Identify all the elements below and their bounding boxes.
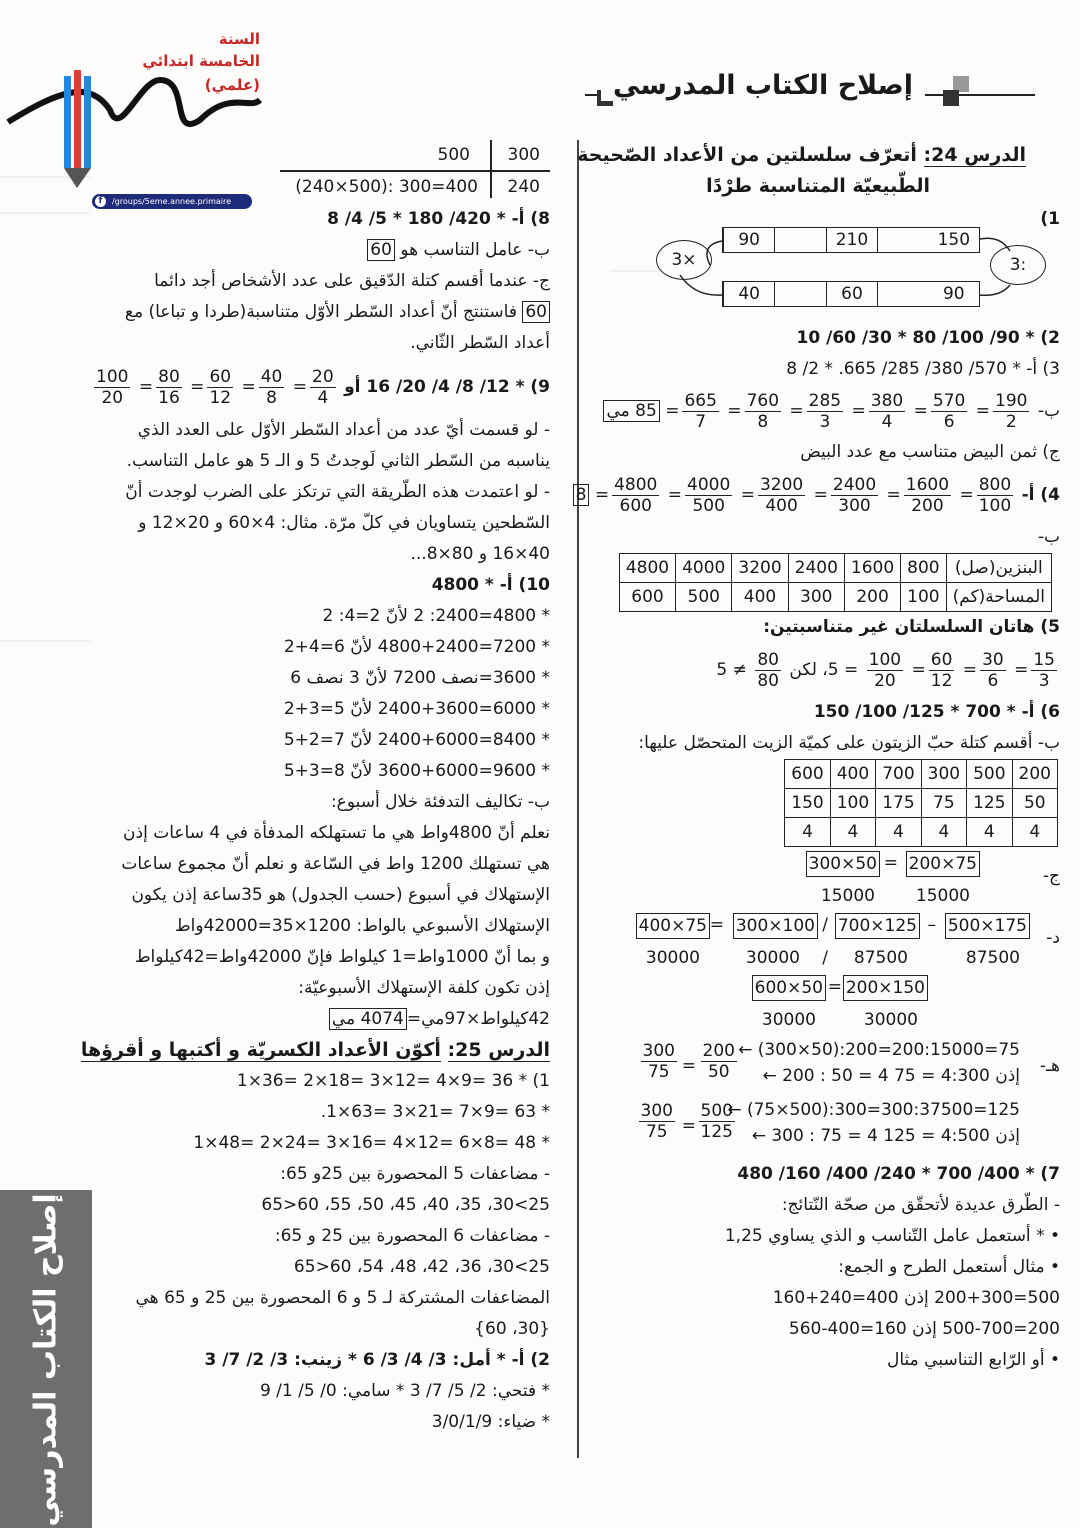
table-cell: 125 xyxy=(967,789,1012,818)
fraction-part: 200 xyxy=(702,1041,735,1061)
q6c-label: ج- xyxy=(1042,866,1060,886)
chain-arrows xyxy=(600,235,1060,323)
fraction xyxy=(639,1101,675,1142)
q8b-text: ب- عامل التناسب هو xyxy=(400,240,550,260)
l25-line: - مضاعفات 6 المحصورة بين 25 و 65: xyxy=(274,1226,550,1246)
q7a-line: - الطّرق عديدة لأتحقّق من صحّة النّتائج: xyxy=(781,1195,1060,1215)
table-cell: المساحة(كم) xyxy=(946,583,1051,612)
q9b-line: يناسبه من السّطر الثاني لَوجدتُ 5 و الـ 5 هو عامل التناسب. xyxy=(126,451,550,471)
q6c-box: 75×200 xyxy=(906,851,980,877)
fraction-part: 16 xyxy=(158,387,180,408)
brand-line-2: الخامسة ابتدائي xyxy=(142,52,260,70)
table-cell: 4 xyxy=(1012,818,1057,847)
q4b-label: ب- xyxy=(1037,527,1060,547)
q6-table xyxy=(784,759,1058,847)
fraction-part: 4800 xyxy=(614,474,658,495)
fraction xyxy=(1031,650,1057,691)
q2-line: 2) * 90/ 100/ 80 * 30/ 60/ 10 xyxy=(796,328,1060,348)
l25-line: - مضاعفات 5 المحصورة بين 25و 65: xyxy=(280,1164,550,1184)
fraction-part: 8 xyxy=(757,411,769,432)
q9d-line: السّطحين يتساويان في كلّ مرّة. مثال: 4×60 و 20×12 و xyxy=(138,513,550,533)
fraction xyxy=(807,391,843,432)
l25-line: المضاعفات المشتركة لـ 5 و 6 المحصورة بين 25 و 65 هي xyxy=(135,1288,550,1308)
right-column xyxy=(575,140,1060,1430)
q10-line: * 3600=نصف 7200 لأنّ 3 نصف 6 xyxy=(290,668,550,688)
l25-line: * 48 =8×6 =12×4 =16×3 =24×2 =48×1 xyxy=(193,1133,550,1153)
table-cell: 400 xyxy=(732,583,788,612)
table-row xyxy=(619,583,1051,612)
table-cell: 150 xyxy=(785,789,830,818)
l25-line: 25>30، 36، 42، 48، 54، 60<65 xyxy=(293,1257,550,1277)
chain-top-cell: 210 xyxy=(826,228,877,252)
q10h-line: إذن تكون كلفة الإستهلاك الأسبوعيّة: xyxy=(298,978,550,998)
chain-bottom-cell: 40 xyxy=(723,282,774,306)
table-cell: 1600 xyxy=(844,554,900,583)
fraction-part: 100 xyxy=(978,495,1012,516)
q10a-line: 10) أ- * 4800 xyxy=(431,575,550,595)
q6c-block: ج- 75×200 = 50×300 15000 15000 xyxy=(600,851,1060,913)
fraction xyxy=(310,367,336,408)
q10-line: * 6000=2400+3600 لأنّ 5=3+2 xyxy=(283,699,550,719)
times-3-oval: ×3 xyxy=(656,240,712,280)
fraction-part: 570 xyxy=(932,390,966,411)
q8c-line-1: ج- عندما أقسم كتلة الدّقيق على عدد الأشخاص أجد دائما xyxy=(154,271,550,291)
q6d2-box: 150×200 xyxy=(843,975,928,1001)
q7f-line: • أو الرّابع التناسبي مثال xyxy=(886,1350,1060,1370)
fraction-part: 3200 xyxy=(759,474,804,495)
fraction-part: 100 xyxy=(868,649,902,670)
q6c-product: 15000 xyxy=(915,886,970,906)
table-cell: 600 xyxy=(619,583,675,612)
table-cell: البنزين(صل) xyxy=(946,554,1051,583)
q5-fractions: $\frac{15}{3}$ = $\frac{30}{6}$ = $\frac{60}{12}$ = $\frac{100}{20}$ = 5، لكن $\frac{80}{80}$ ≠ 5 xyxy=(716,649,1055,691)
brand-line-3: (علمي) xyxy=(204,76,260,94)
fraction xyxy=(977,475,1013,516)
fraction xyxy=(867,650,903,691)
q6b-line: ب- أقسم كتلة حبّ الزيتون على كميّة الزيت المتحصّل عليها: xyxy=(638,733,1060,753)
q6d-product: 30000 xyxy=(645,948,700,968)
fraction xyxy=(699,1101,735,1142)
table-cell: 700 xyxy=(876,760,921,789)
q10i-result: 4074 مي xyxy=(329,1008,407,1030)
fraction-part: 15 xyxy=(1033,649,1055,670)
q6d-box: 100×300 xyxy=(733,913,818,939)
fraction-part: 40 xyxy=(260,366,283,387)
q6d2-product: 30000 xyxy=(863,1010,918,1030)
fraction-part: 80 xyxy=(757,649,779,670)
fraction-part: 20 xyxy=(312,366,334,387)
fraction-part: 7 xyxy=(695,411,707,432)
table-row xyxy=(619,554,1051,583)
table-row xyxy=(785,760,1058,789)
q6d-box: 125×700 xyxy=(835,913,920,939)
fraction xyxy=(612,475,659,516)
side-tab-label: إصلاح الكتاب المدرسي xyxy=(28,1193,64,1527)
fraction xyxy=(993,391,1029,432)
fraction-part: 2400 xyxy=(832,474,877,495)
q1-chain-diagram xyxy=(600,230,1060,323)
fraction xyxy=(641,1041,677,1082)
fraction-part: 665 xyxy=(684,390,717,411)
l25-line: 25>30، 35، 40، 45، 50، 55، 60<65 xyxy=(261,1195,550,1215)
fraction-part: 4 xyxy=(881,411,893,432)
l25-line: * ضياء: 3/0/1/9 xyxy=(431,1412,550,1432)
fraction-part: 500 xyxy=(700,1101,733,1121)
lesson-25-title: أكوّن الأعداد الكسريّة و أكتبها و أقرؤها xyxy=(80,1039,441,1061)
q10b-line: ب- تكاليف التدفئة خلال أسبوع: xyxy=(330,792,550,812)
q6h1b-line: إذن 4:300 = 75 4 = 50 : 200 ← xyxy=(762,1066,1020,1086)
q10f-line: الإستهلاك الأسبوعي بالواط: 1200×35=42000واط xyxy=(174,916,550,936)
q6d-box: 175×500 xyxy=(945,913,1030,939)
divide-3-oval: :3 xyxy=(990,245,1046,285)
table-row xyxy=(785,818,1058,847)
fraction xyxy=(758,475,805,516)
table-cell: 200 xyxy=(1012,760,1057,789)
fraction-part: 3 xyxy=(819,411,831,432)
q9e-line: 40×16 و 80×8... xyxy=(410,544,550,564)
fraction-part: 190 xyxy=(995,390,1028,411)
fraction-part: 80 xyxy=(757,670,779,691)
table-cell: 75 xyxy=(921,789,966,818)
fraction xyxy=(831,475,878,516)
fraction xyxy=(259,367,285,408)
table-cell: 4 xyxy=(876,818,921,847)
fraction-part: 50 xyxy=(707,1062,730,1082)
l25-line: * فتحي: 2/ 5/ 7/ 3 * سامي: 0/ 5/ 1/ 9 xyxy=(259,1381,550,1401)
lesson-24-title: أتعرّف سلسلتين من الأعداد الصّحيحة xyxy=(577,144,917,166)
chain-bottom-cell: 90 xyxy=(942,284,965,304)
q7-line: 7) * 400/ 700 * 240/ 400/ 160/ 480 xyxy=(737,1164,1060,1184)
q3c-line: ج) ثمن البيض متناسب مع عدد البيض xyxy=(800,442,1060,462)
table-cell: 2400 xyxy=(788,554,844,583)
q6h2b-line: إذن 4:500 = 125 4 = 75 : 300 ← xyxy=(751,1126,1020,1146)
lesson-24-label: الدرس 24: xyxy=(923,144,1026,166)
q6d2-block: 150×200 = 50×600 30000 30000 xyxy=(600,975,1060,1037)
left-column xyxy=(80,140,550,1450)
fraction xyxy=(207,367,233,408)
ratio-cell: 300 xyxy=(507,145,540,165)
fraction xyxy=(156,367,182,408)
fraction-part: 285 xyxy=(808,390,842,411)
brand-line-1: السنة xyxy=(218,30,260,48)
fraction-part: 3 xyxy=(1038,670,1050,691)
fraction xyxy=(980,650,1006,691)
q6c-product: 15000 xyxy=(820,886,875,906)
fraction-part: 6 xyxy=(987,670,999,691)
q6d2-product: 30000 xyxy=(761,1010,816,1030)
q6h-block-1: هـ- 75=200:15000=200:(50×300) ← إذن 4:300 = 75 4 = 50 : 200 ← 200 50 = 300 75 xyxy=(600,1037,1060,1097)
q8c-line-3: أعداد السّطر الثّاني. xyxy=(410,333,550,353)
q7b-line: • * أستعمل عامل التّناسب و الذي يساوي 1,25 xyxy=(724,1226,1060,1246)
q1-label: 1) xyxy=(1040,209,1060,229)
table-row xyxy=(785,789,1058,818)
q9a-line: - لو قسمت أيّ عدد من أعداد السّطر الأوّل على العدد الذي xyxy=(137,420,550,440)
q10-line: * 4800=2400: 2 لأنّ 2=4: 2 xyxy=(322,606,550,626)
table-cell: 50 xyxy=(1012,789,1057,818)
header-ornament-right-2 xyxy=(943,90,959,106)
q10e-line: الإستهلاك في أسبوع (حسب الجدول) هو 35ساعة إذن يكون xyxy=(131,885,550,905)
q6h-label: هـ- xyxy=(1039,1056,1060,1076)
q10-line: * 9600=3600+6000 لأنّ 8=3+5 xyxy=(283,761,550,781)
fraction xyxy=(701,1041,737,1082)
q10-line: * 8400=2400+6000 لأنّ 7=2+5 xyxy=(283,730,550,750)
fraction xyxy=(929,650,955,691)
table-cell: 4 xyxy=(830,818,875,847)
fraction-part: 4000 xyxy=(687,474,731,495)
q5-line: 5) هاتان السلسلتان غير متناسبتين: xyxy=(763,617,1060,637)
q7c-line: • مثال أستعمل الطرح و الجمع: xyxy=(838,1257,1060,1277)
q3a-line: 3) أ- * 570/ 380/ 285/ 665. * 2/ 8 xyxy=(786,359,1060,379)
fraction xyxy=(869,391,905,432)
q3b-result: 85 مي xyxy=(603,400,659,422)
fraction-part: 760 xyxy=(746,390,780,411)
q4-table xyxy=(619,553,1052,612)
side-tab xyxy=(0,1190,92,1528)
fraction xyxy=(745,391,781,432)
l25-line: {30، 60} xyxy=(474,1319,550,1339)
table-cell: 100 xyxy=(830,789,875,818)
fraction-part: 300 xyxy=(838,495,871,516)
q6h1-line: 75=200:15000=200:(50×300) ← xyxy=(738,1040,1020,1060)
fraction-part: 30 xyxy=(982,649,1004,670)
fraction-part: 12 xyxy=(930,670,953,691)
fraction-part: 600 xyxy=(619,495,652,516)
chain-top-cell: 150 xyxy=(937,230,971,250)
fraction-part: 300 xyxy=(642,1041,675,1061)
table-cell: 500 xyxy=(967,760,1012,789)
q7d-line: 500=200+300 إذن 400=240+160 xyxy=(772,1288,1060,1308)
fraction-part: 300 xyxy=(640,1101,673,1121)
q6h2-line: 125=300:37500=300:(500×75) ← xyxy=(727,1100,1020,1120)
table-cell: 400 xyxy=(830,760,875,789)
fraction-part: 4 xyxy=(317,387,329,408)
l25-line: 2) أ- * أمل: 3/ 4/ 3/ 6 * زينب: 3/ 2/ 7/ 3 xyxy=(204,1350,550,1370)
q9c-line: - لو اعتمدت هذه الطّريقة التي ترتكز على الضرب لوجدت أنّ xyxy=(125,482,550,502)
q8b-value: 60 xyxy=(367,239,395,261)
q7e-line: 200=500-700 إذن 160=400-560 xyxy=(788,1319,1060,1339)
fraction xyxy=(931,391,967,432)
table-cell: 3200 xyxy=(732,554,788,583)
q4a-label: 4) أ- xyxy=(1021,485,1060,505)
q6d-box: 75×400 xyxy=(636,913,710,939)
fraction-part: 1600 xyxy=(905,474,950,495)
q6h-block-2: 125=300:37500=300:(500×75) ← إذن 4:500 = 125 4 = 75 : 300 ← 500 125 = 300 75 xyxy=(600,1097,1060,1159)
q3b-label: ب- xyxy=(1037,401,1060,421)
fraction-part: 75 xyxy=(645,1122,668,1142)
fraction-part: 6 xyxy=(943,411,955,432)
l25-line: * 63 =9×7 =21×3 =63×1. xyxy=(320,1102,550,1122)
q4a-result: 8 xyxy=(573,484,590,506)
q8c-text: فاستنتج أنّ أعداد السّطر الأوّل متناسبة(طردا و تباعا) مع xyxy=(124,302,517,322)
lesson-24-heading xyxy=(577,140,1026,171)
fraction-part: 20 xyxy=(101,387,124,408)
fraction-part: 60 xyxy=(930,649,953,670)
page-title: إصلاح الكتاب المدرسي xyxy=(601,70,925,101)
fraction xyxy=(755,650,781,691)
table-cell: 300 xyxy=(788,583,844,612)
ratio-cell: 500 xyxy=(437,145,470,165)
table-cell: 4 xyxy=(921,818,966,847)
fraction-part: 80 xyxy=(158,366,180,387)
ratio-cell: 400=300 :(500×240) xyxy=(295,177,478,197)
q9-label: 9) * 12/ 8/ 4/ 20/ 16 أو xyxy=(344,377,550,397)
fraction-part: 12 xyxy=(209,387,232,408)
ratio-cell: 240 xyxy=(507,177,540,197)
table-cell: 4 xyxy=(785,818,830,847)
q6d-product: 30000 xyxy=(745,948,800,968)
fraction xyxy=(685,475,732,516)
table-cell: 4 xyxy=(967,818,1012,847)
fraction-part: 8 xyxy=(266,387,277,408)
fraction-part: 100 xyxy=(96,366,129,387)
fraction-part: 200 xyxy=(911,495,944,516)
fraction-part: 800 xyxy=(978,474,1012,495)
q6a-line: 6) أ- * 700 * 125/ 100/ 150 xyxy=(813,702,1060,722)
q8c-value: 60 xyxy=(522,301,550,323)
q6c-box: 50×300 xyxy=(806,851,880,877)
fraction xyxy=(904,475,951,516)
fraction xyxy=(94,367,130,408)
chain-bottom-cell: 60 xyxy=(826,282,877,306)
q10i-text: 42كيلواط×97مي= xyxy=(406,1009,550,1029)
chain-top-cell: 90 xyxy=(723,228,774,252)
q6d-product: 87500 xyxy=(965,948,1020,968)
table-cell: 200 xyxy=(844,583,900,612)
ratio-table xyxy=(100,140,550,204)
column-divider xyxy=(577,140,579,1458)
table-cell: 4000 xyxy=(676,554,732,583)
fraction-part: 400 xyxy=(765,495,798,516)
table-cell: 100 xyxy=(901,583,946,612)
page-header xyxy=(585,68,1035,118)
q9-line: 9) * 12/ 8/ 4/ 20/ 16 أو $\frac{20}{4}$ = $\frac{40}{8}$ = $\frac{60}{12}$ = $\frac{80}{16}$ = $\frac{100}{20}$ xyxy=(96,366,550,408)
table-cell: 800 xyxy=(901,554,946,583)
q4a-line: 4) أ- $\frac{800}{100}$ = $\frac{1600}{200}$ = $\frac{2400}{300}$ = $\frac{3200}{400}$ = $\frac{4000}{500}$ = $\frac{4800}{600}$ = 8 xyxy=(600,468,1060,522)
lesson-24-title-line-2: الطّبيعيّة المتناسبة طرْدًا xyxy=(706,175,930,197)
table-cell: 175 xyxy=(876,789,921,818)
q5-end: ≠ 5 xyxy=(716,660,747,680)
table-cell: 600 xyxy=(785,760,830,789)
q8a-line: 8) أ- * 420/ 180 * 5/ 4/ 8 xyxy=(327,209,550,229)
facebook-group-url: /groups/5eme.annee.primaire xyxy=(112,197,232,206)
q10-line: * 7200=4800+2400 لأنّ 6=4+2 xyxy=(283,637,550,657)
q6d-block: د- 175×500 – 125×700 / 100×300 = 75×400 87500 87500 / 30000 30000 xyxy=(600,913,1060,975)
facebook-icon: f xyxy=(95,196,106,207)
table-cell: 4800 xyxy=(619,554,675,583)
fraction-part: 125 xyxy=(700,1122,733,1142)
q10c-line: نعلم أنّ 4800واط هي ما تستهلكه المدفأة في 4 ساعات إذن xyxy=(123,823,550,843)
l25-line: 1) * 36 =9×4 =12×3 =18×2 =36×1 xyxy=(236,1071,550,1091)
lesson-25-heading xyxy=(80,1035,550,1066)
lesson-25-label: الدرس 25: xyxy=(447,1039,550,1061)
fraction-part: 500 xyxy=(692,495,725,516)
table-cell: 500 xyxy=(676,583,732,612)
q6d-label: د- xyxy=(1046,928,1060,948)
q10i-line xyxy=(100,1004,550,1035)
q5-mid: = 5، لكن xyxy=(789,660,859,680)
fraction xyxy=(682,391,718,432)
q6d-product: 87500 xyxy=(853,948,908,968)
fraction-part: 380 xyxy=(870,390,904,411)
q6d2-box: 50×600 xyxy=(752,975,826,1001)
fraction-part: 2 xyxy=(1005,411,1017,432)
q8b-line xyxy=(100,235,550,266)
q3b-line: ب- $\frac{190}{2}$ = $\frac{570}{6}$ = $\frac{380}{4}$ = $\frac{285}{3}$ = $\frac{760}{8}$ = $\frac{665}{7}$ = 85 مي xyxy=(600,385,1060,437)
table-cell: 300 xyxy=(921,760,966,789)
fraction-part: 75 xyxy=(647,1062,670,1082)
q10d-line: هي تستهلك 1200 واط في السّاعة و نعلم أنّ مجموع ساعات xyxy=(121,854,550,874)
fraction-part: 60 xyxy=(209,366,232,387)
q10g-line: و بما أنّ 1000واط=1 كيلواط فإنّ 42000واط=42كيلواط xyxy=(134,947,550,967)
fraction-part: 20 xyxy=(874,670,896,691)
q8c-line-2 xyxy=(100,297,550,328)
